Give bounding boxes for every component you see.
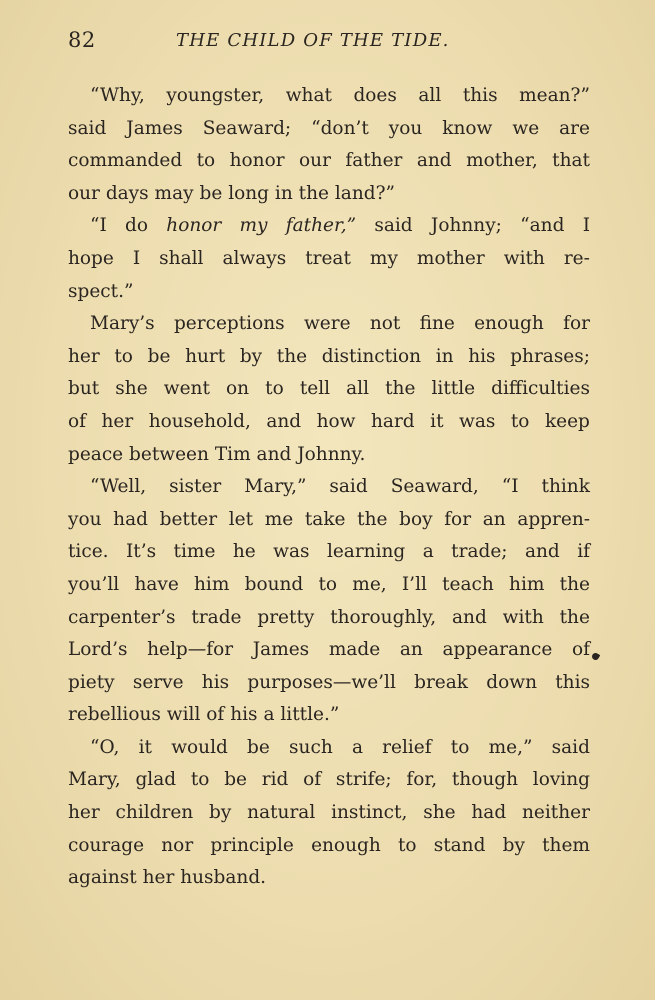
word: you [68, 508, 102, 530]
word: I’ll [401, 573, 427, 595]
text-line [68, 373, 590, 406]
word: we [512, 117, 540, 139]
word: difficulties [491, 378, 590, 400]
word: against [68, 867, 137, 889]
word: you [388, 117, 423, 139]
text-line [68, 667, 590, 700]
word: and [416, 150, 452, 172]
word: how [316, 410, 356, 432]
word: husband. [180, 867, 267, 889]
word: instinct, [331, 802, 408, 824]
word: said [374, 215, 413, 237]
word: strife; [335, 769, 392, 791]
word: in [274, 182, 293, 204]
running-header [68, 28, 590, 60]
text-line [68, 634, 590, 667]
word: treat [305, 247, 351, 269]
text-line [68, 471, 590, 504]
word: be [247, 736, 270, 758]
word: rebellious [68, 704, 161, 726]
text-line [68, 210, 590, 243]
text-line [68, 699, 590, 732]
word: let [228, 508, 254, 530]
word: James [126, 117, 183, 139]
word: little.” [280, 704, 340, 726]
word: do [125, 215, 149, 237]
word: may [154, 182, 194, 204]
text-line [68, 406, 590, 439]
word: that [552, 150, 590, 172]
word: my [369, 247, 398, 269]
text-line [68, 732, 590, 765]
word: youngster, [166, 85, 265, 106]
word: the [357, 508, 388, 530]
text-line [68, 243, 590, 276]
word: Mary,” [244, 476, 307, 498]
word: said [329, 476, 368, 498]
word: to [318, 573, 338, 595]
word: “Well, [90, 476, 147, 498]
word: rid [261, 769, 289, 791]
word: was [273, 541, 310, 563]
word: distinction [321, 345, 422, 367]
word: down [486, 671, 537, 693]
word: a [422, 541, 434, 563]
word: in [435, 345, 454, 367]
word: help—for [147, 639, 234, 661]
word: think [541, 476, 590, 498]
word: her [68, 802, 100, 824]
word: if [577, 541, 590, 563]
word: for [563, 313, 590, 335]
ink-blot-mark [591, 652, 601, 662]
word: courage [68, 834, 145, 856]
word: Johnny. [297, 443, 366, 465]
word: an [482, 508, 506, 530]
word: them [542, 834, 590, 856]
word: time [173, 541, 216, 563]
word: a [263, 704, 275, 726]
word: thoroughly, [330, 606, 437, 628]
word: by [502, 834, 525, 856]
word: It’s [125, 541, 157, 563]
word: him [194, 573, 230, 595]
word: her [68, 345, 100, 367]
word: Mary’s [90, 313, 155, 335]
word: to [196, 150, 216, 172]
word: and [266, 410, 302, 432]
word: natural [247, 802, 316, 824]
word: teach [442, 573, 494, 595]
word: “don’t [311, 117, 369, 139]
word: for [444, 508, 472, 530]
word: James [252, 639, 310, 661]
word: Johnny; [430, 215, 502, 237]
word: and [524, 541, 560, 563]
word: our [299, 150, 331, 172]
word: hard [371, 410, 415, 432]
text-line [68, 276, 590, 309]
word: it [430, 410, 444, 432]
text-line [68, 797, 590, 830]
word: my [239, 215, 268, 237]
word: boy [399, 508, 433, 530]
word: stand [433, 834, 486, 856]
word: trade; [451, 541, 508, 563]
word: hope [68, 247, 114, 269]
word: I [132, 247, 141, 269]
word: serve [132, 671, 184, 693]
word: tice. [68, 541, 109, 563]
word: it [138, 736, 152, 758]
word: the [276, 345, 308, 367]
word: his [201, 671, 230, 693]
word: but [68, 378, 100, 400]
word: his [468, 345, 496, 367]
text-line [68, 113, 590, 146]
word: glad [135, 769, 177, 791]
word: fine [419, 313, 455, 335]
word: and [452, 606, 487, 628]
text-line [68, 341, 590, 374]
word: of [68, 410, 86, 432]
word: neither [522, 802, 590, 824]
word: nor [161, 834, 194, 856]
word: honor [229, 150, 285, 172]
word: said [551, 736, 590, 758]
word: made [328, 639, 381, 661]
word: to [450, 736, 470, 758]
word: hurt [185, 345, 226, 367]
word: break [414, 671, 468, 693]
word: father [345, 150, 403, 172]
word: children [115, 802, 194, 824]
word: she [423, 802, 456, 824]
word: you’ll [68, 573, 120, 595]
text-line [68, 178, 590, 211]
word: Mary, [68, 769, 121, 791]
word: re- [563, 247, 590, 269]
word: he [232, 541, 256, 563]
word: the [385, 378, 416, 400]
word: the [559, 573, 590, 595]
word: Seaward, [390, 476, 479, 498]
text-line [68, 862, 590, 895]
word: Tim [214, 443, 251, 465]
word: was [459, 410, 496, 432]
text-line [68, 80, 590, 113]
word: with [503, 247, 545, 269]
text-line [68, 764, 590, 797]
word: be [199, 182, 223, 204]
word: perceptions [173, 313, 285, 335]
word: me [264, 508, 294, 530]
word: have [134, 573, 179, 595]
word: purposes—we’ll [247, 671, 396, 693]
word: such [289, 736, 333, 758]
word: by [239, 345, 263, 367]
word: long [228, 182, 269, 204]
page-number: 82 [68, 28, 96, 52]
word: relief [382, 736, 432, 758]
word: a [351, 736, 363, 758]
word: were [303, 313, 351, 335]
word: of [571, 639, 590, 661]
word: all [418, 85, 442, 106]
word: peace [68, 443, 124, 465]
word: though [451, 769, 519, 791]
word: be [224, 769, 248, 791]
word: carpenter’s [68, 606, 176, 628]
word: sister [169, 476, 222, 498]
word: loving [532, 769, 590, 791]
word: me,” [488, 736, 533, 758]
word: an [399, 639, 423, 661]
body-text [68, 80, 590, 895]
word: mother, [466, 150, 538, 172]
word: always [222, 247, 287, 269]
word: her [142, 867, 175, 889]
word: father,” [285, 215, 357, 237]
word: she [115, 378, 148, 400]
word: know [442, 117, 493, 139]
word: pretty [257, 606, 315, 628]
word: mother [416, 247, 485, 269]
text-line [68, 145, 590, 178]
word: trade [191, 606, 242, 628]
word: what [285, 85, 332, 106]
word: had [471, 802, 507, 824]
word: land?” [334, 182, 395, 204]
word: to [510, 410, 530, 432]
word: for, [406, 769, 438, 791]
word: Lord’s [68, 639, 128, 661]
word: of [303, 769, 322, 791]
word: went [163, 378, 210, 400]
word: would [171, 736, 228, 758]
word: does [353, 85, 397, 106]
running-title: THE CHILD OF THE TIDE. [176, 30, 450, 51]
word: had [113, 508, 148, 530]
word: “Why, [90, 85, 145, 106]
word: phrases; [510, 345, 590, 367]
text-line [68, 830, 590, 863]
word: “I [90, 215, 107, 237]
word: with [502, 606, 544, 628]
word: his [230, 704, 258, 726]
word: appren- [517, 508, 590, 530]
word: will [166, 704, 201, 726]
text-line [68, 439, 590, 472]
word: I [582, 215, 590, 237]
word: piety [68, 671, 115, 693]
word: and [256, 443, 292, 465]
word: this [462, 85, 498, 106]
word: appearance [442, 639, 553, 661]
word: be [147, 345, 171, 367]
word: this [555, 671, 590, 693]
word: little [431, 378, 476, 400]
word: said [68, 117, 107, 139]
word: commanded [68, 150, 183, 172]
word: are [559, 117, 590, 139]
word: household, [148, 410, 251, 432]
word: honor [166, 215, 222, 237]
word: “O, [90, 736, 120, 758]
word: by [209, 802, 232, 824]
text-line [68, 504, 590, 537]
word: “and [520, 215, 565, 237]
word: bound [244, 573, 304, 595]
text-line [68, 308, 590, 341]
word: mean?” [519, 85, 590, 106]
word: on [225, 378, 250, 400]
word: the [559, 606, 590, 628]
text-line [68, 536, 590, 569]
word: between [129, 443, 209, 465]
word: days [105, 182, 149, 204]
word: of [206, 704, 225, 726]
word: to [114, 345, 133, 367]
word: our [68, 182, 100, 204]
word: enough [474, 313, 544, 335]
word: her [101, 410, 134, 432]
word: to [190, 769, 210, 791]
word: to [265, 378, 284, 400]
word: not [369, 313, 401, 335]
word: “I [501, 476, 519, 498]
word: all [346, 378, 369, 400]
word: him [509, 573, 545, 595]
word: Seaward; [202, 117, 292, 139]
text-line [68, 602, 590, 635]
word: take [304, 508, 346, 530]
word: to [397, 834, 417, 856]
word: keep [544, 410, 590, 432]
word: learning [326, 541, 406, 563]
word: me, [352, 573, 387, 595]
word: shall [159, 247, 204, 269]
word: spect.” [68, 280, 134, 302]
word: the [298, 182, 329, 204]
word: enough [311, 834, 381, 856]
word: better [159, 508, 218, 530]
word: principle [210, 834, 294, 856]
word: tell [299, 378, 331, 400]
text-line [68, 569, 590, 602]
